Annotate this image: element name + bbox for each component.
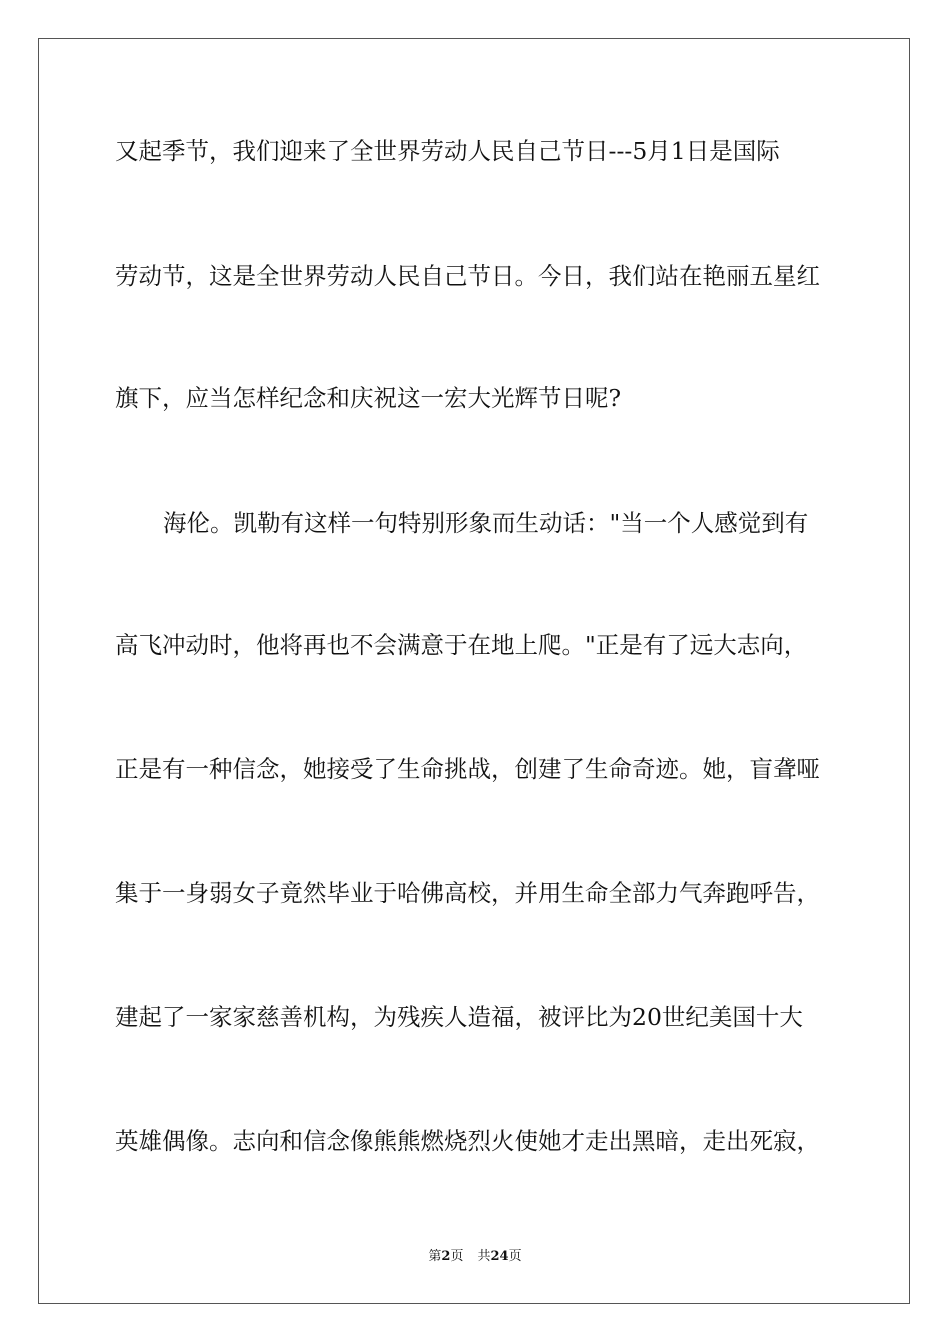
text-line-1: 又起季节，我们迎来了全世界劳动人民自己节日---5月1日是国际 — [115, 137, 780, 165]
total-prefix: 共 — [477, 1249, 491, 1264]
total-pages: 24 — [490, 1249, 509, 1264]
text-line-5: 高飞冲动时，他将再也不会满意于在地上爬。"正是有了远大志向， — [115, 631, 808, 659]
total-suffix: 页 — [508, 1249, 522, 1264]
page-number: 2 — [441, 1249, 451, 1264]
text-line-2: 劳动节，这是全世界劳动人民自己节日。今日，我们站在艳丽五星红 — [115, 262, 820, 290]
text-line-3: 旗下，应当怎样纪念和庆祝这一宏大光辉节日呢? — [115, 384, 622, 412]
text-line-9: 英雄偶像。志向和信念像熊熊燃烧烈火使她才走出黑暗，走出死寂， — [115, 1127, 820, 1155]
page-footer — [0, 1248, 950, 1266]
text-line-7: 集于一身弱女子竟然毕业于哈佛高校，并用生命全部力气奔跑呼告， — [115, 879, 820, 907]
page-suffix: 页 — [450, 1249, 464, 1264]
text-line-6: 正是有一种信念，她接受了生命挑战，创建了生命奇迹。她，盲聋哑 — [115, 755, 820, 783]
text-line-8: 建起了一家家慈善机构，为残疾人造福，被评比为20世纪美国十大 — [115, 1003, 803, 1031]
page-prefix: 第 — [428, 1249, 442, 1264]
text-line-4: 海伦。凯勒有这样一句特别形象而生动话："当一个人感觉到有 — [163, 509, 809, 537]
page-border — [38, 38, 910, 1304]
